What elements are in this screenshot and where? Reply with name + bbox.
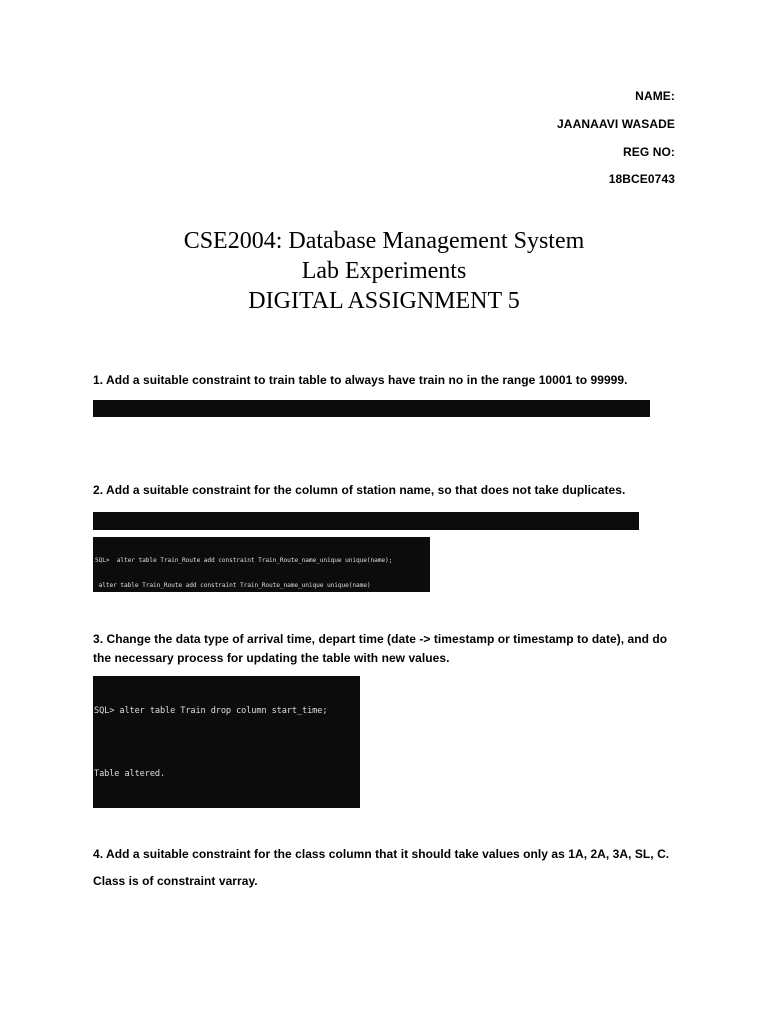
- lab-title: Lab Experiments: [301, 258, 467, 284]
- console-screenshot-3: [93, 676, 360, 808]
- console-line: alter table Train_Route add constraint Train_Route_name_unique unique(name): [95, 582, 371, 590]
- question-1: 1. Add a suitable constraint to train table to always have train no in the range 10001 to 99999.: [93, 373, 628, 387]
- reg-no-label: REG NO:: [622, 145, 675, 159]
- console-screenshot-1: [93, 400, 650, 417]
- name-value: JAANAAVI WASADE: [557, 117, 675, 131]
- reg-no-value: 18BCE0743: [608, 172, 675, 186]
- question-4-note: Class is of constraint varray.: [93, 874, 258, 888]
- question-4: 4. Add a suitable constraint for the class column that it should take values only as 1A, 2A, 3A, SL, C.: [93, 847, 670, 861]
- console-line: Table altered.: [94, 769, 166, 779]
- assignment-title: DIGITAL ASSIGNMENT 5: [248, 288, 520, 314]
- document-title: [0, 226, 768, 316]
- console-line: [94, 801, 360, 809]
- question-2: 2. Add a suitable constraint for the column of station name, so that does not take duplicates.: [93, 483, 626, 497]
- question-3: 3. Change the data type of arrival time, depart time (date -> timestamp or timestamp to date), and do the necessary process for updating the table with new values.: [93, 632, 668, 665]
- console-line: SQL> alter table Train_Route add constraint Train_Route_name_unique unique(name);: [95, 556, 393, 564]
- console-line: SQL> alter table Train drop column start_time;: [94, 706, 328, 716]
- course-title: CSE2004: Database Management System: [183, 228, 585, 254]
- console-screenshot-2b: [93, 537, 430, 592]
- name-label: NAME:: [635, 89, 675, 103]
- console-line: [94, 738, 360, 749]
- console-screenshot-2a: [93, 512, 639, 530]
